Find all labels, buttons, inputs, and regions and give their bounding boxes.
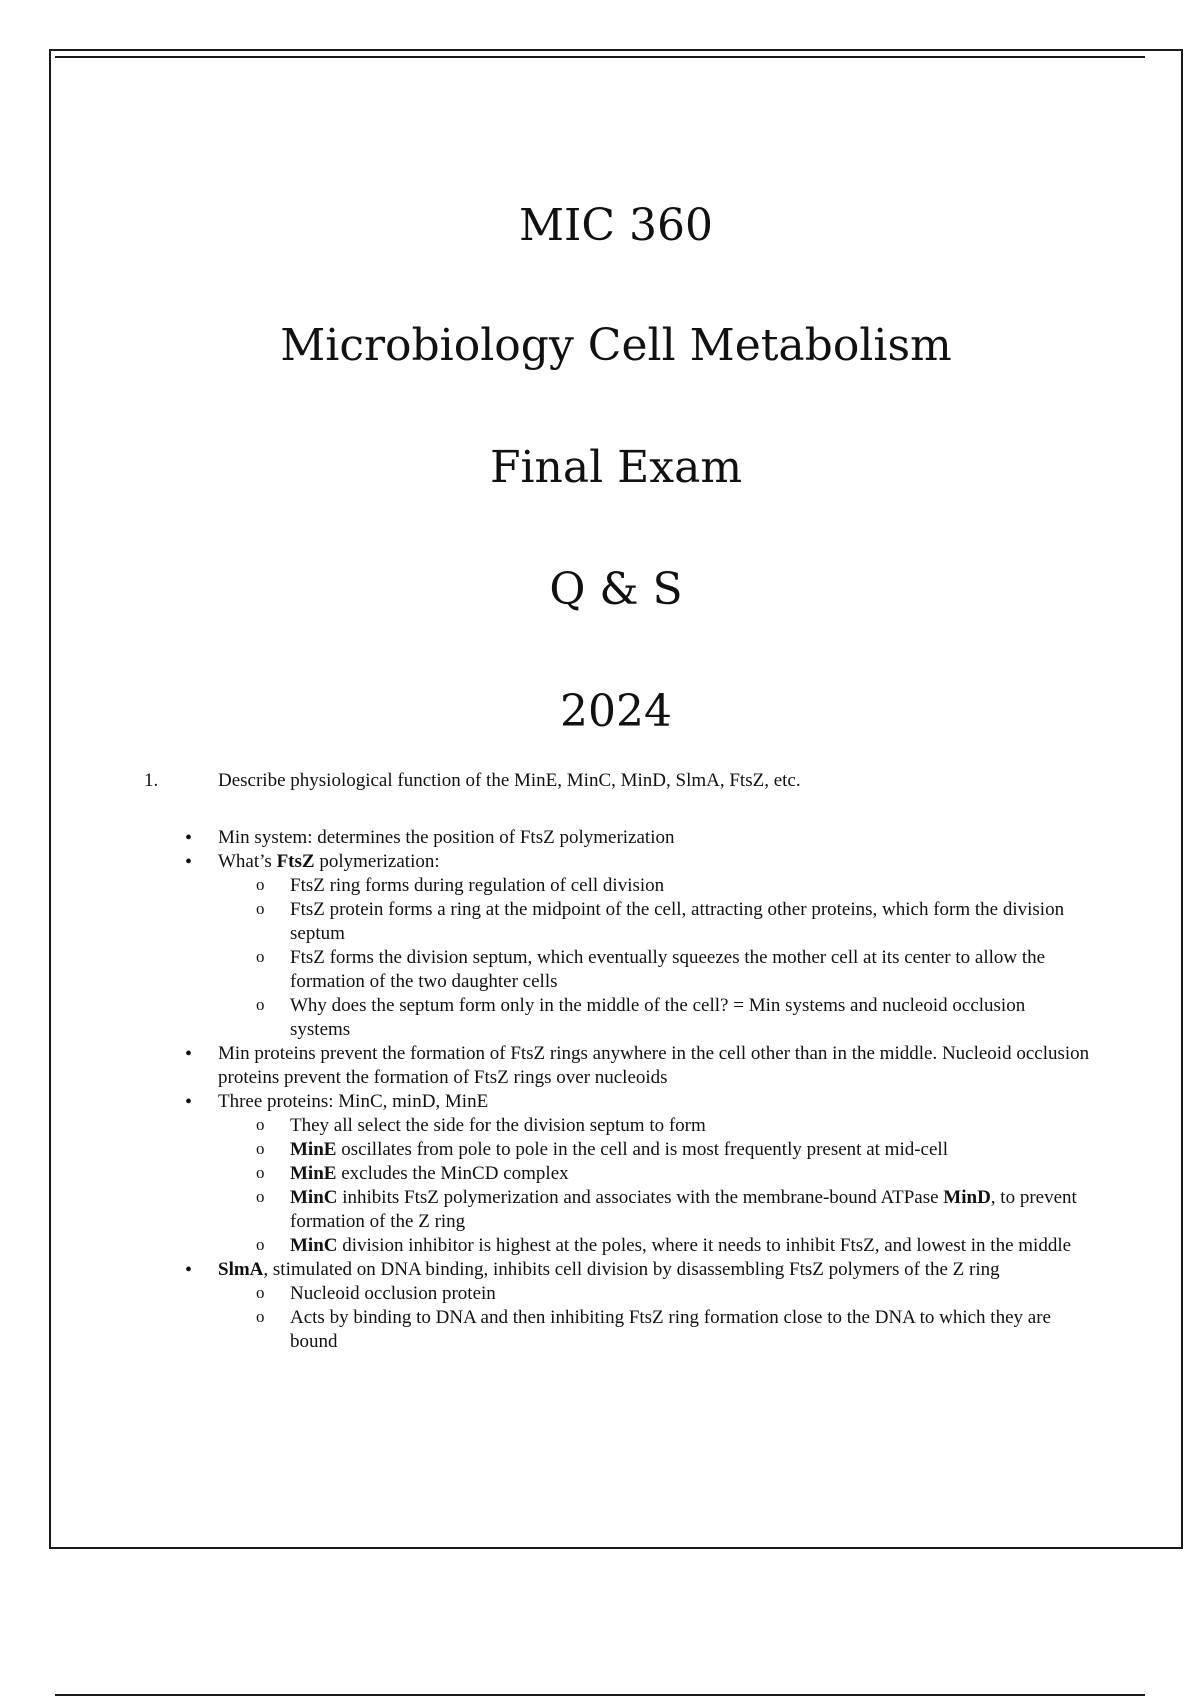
sub-text: division inhibitor is highest at the poles, where it needs to inhibit FtsZ, and lowest in the middle [337, 1235, 1072, 1256]
bold-term: MinC [290, 1187, 338, 1208]
list-item [218, 1090, 1098, 1258]
bold-term: MinE [290, 1139, 337, 1160]
question-text: Describe physiological function of the MinE, MinC, MinD, SlmA, FtsZ, etc. [218, 770, 801, 791]
bullet-text: Min proteins prevent the formation of FtsZ rings anywhere in the cell other than in the middle. Nucleoid occlusion proteins prevent the formation of FtsZ rings over nucleoids [218, 1043, 1090, 1088]
bold-term: FtsZ [276, 851, 315, 872]
answer-list [218, 826, 1098, 1354]
list-item [218, 826, 1098, 850]
bullet-text: , stimulated on DNA binding, inhibits cell division by disassembling FtsZ polymers of the Z ring [263, 1259, 1000, 1280]
sub-item [290, 1114, 1090, 1138]
bullet-text: Min system: determines the position of FtsZ polymerization [218, 827, 675, 848]
list-item [218, 850, 1098, 1042]
exam-title: Final Exam [489, 442, 743, 493]
sub-text: Acts by binding to DNA and then inhibiting FtsZ ring formation close to the DNA to which they are bound [290, 1307, 1051, 1352]
bullet-text: polymerization: [314, 851, 440, 872]
sub-item [290, 1186, 1090, 1234]
sub-item [290, 1306, 1090, 1354]
bottom-rule [55, 1694, 1145, 1696]
sub-item [290, 994, 1090, 1042]
exam-year: 2024 [560, 686, 672, 737]
sub-item [290, 1138, 1090, 1162]
qs-label: Q & S [549, 564, 683, 615]
bullet-text: What’s [218, 851, 277, 872]
sub-text: Nucleoid occlusion protein [290, 1283, 496, 1304]
sub-list [218, 1282, 1098, 1354]
sub-text: inhibits FtsZ polymerization and associates with the membrane-bound ATPase [337, 1187, 944, 1208]
bold-term: MinD [943, 1187, 991, 1208]
list-item [218, 1258, 1098, 1354]
sub-text: excludes the MinCD complex [336, 1163, 569, 1184]
bold-term: MinE [290, 1163, 337, 1184]
sub-list [218, 874, 1098, 1042]
sub-text: FtsZ protein forms a ring at the midpoint of the cell, attracting other proteins, which form the division septum [290, 899, 1065, 944]
sub-text: oscillates from pole to pole in the cell and is most frequently present at mid-cell [336, 1139, 948, 1160]
sub-item [290, 1234, 1090, 1258]
sub-item [290, 1282, 1090, 1306]
list-item [218, 1042, 1098, 1090]
course-code: MIC 360 [518, 200, 714, 251]
sub-list [218, 1114, 1098, 1258]
question-number: 1. [144, 770, 159, 791]
bold-term: SlmA [218, 1259, 264, 1280]
bold-term: MinC [290, 1235, 338, 1256]
sub-text: , to prevent formation of the Z ring [290, 1187, 1077, 1232]
sub-item [290, 1162, 1090, 1186]
bullet-text: Three proteins: MinC, minD, MinE [218, 1091, 489, 1112]
sub-text: They all select the side for the division septum to form [290, 1115, 706, 1136]
sub-item [290, 874, 1090, 898]
sub-text: FtsZ forms the division septum, which eventually squeezes the mother cell at its center to allow the formation of the two daughter cells [290, 947, 1046, 992]
course-subject: Microbiology Cell Metabolism [280, 320, 952, 371]
sub-item [290, 898, 1090, 946]
sub-item [290, 946, 1090, 994]
sub-text: FtsZ ring forms during regulation of cell division [290, 875, 665, 896]
sub-text: Why does the septum form only in the middle of the cell? = Min systems and nucleoid occlusion systems [290, 995, 1026, 1040]
